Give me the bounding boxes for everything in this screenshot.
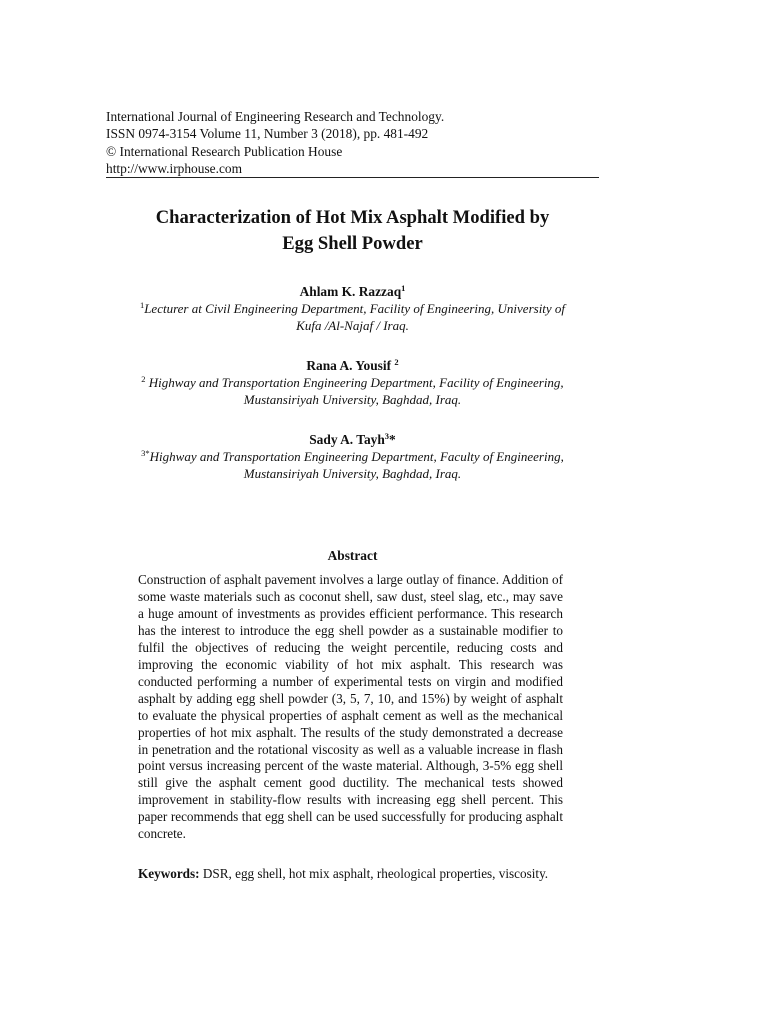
author-affiliation: $^{3*}$Highway and Transportation Engineering Department, Faculty of Engineering, Mustansiriyah University, Baghdad, Iraq. [141,448,564,481]
author-name: Rana A. Yousif $^2$ [306,357,399,373]
author-affiliation: $^2$ Highway and Transportation Engineering Department, Facility of Engineering, Mustansiriyah University, Baghdad, Iraq. [141,374,564,407]
author-name: Ahlam K. Razzaq$^1$ [299,283,406,299]
author-name: Sady A. Tayh$^3$* [309,431,396,447]
author-block-3 [100,431,605,482]
author-block-2 [100,357,605,408]
keywords [138,865,563,882]
issn-line: ISSN 0974-3154 Volume 11, Number 3 (2018), pp. 481-492 [106,126,429,142]
paper-title [100,205,605,257]
abstract-text: Construction of asphalt pavement involves a large outlay of finance. Addition of some waste materials such as coconut shell, saw dust, steel slag, etc., may save a huge amount of investments as provides efficient performance. This research has the interest to introduce the egg shell powder as a sustainable modifier to fulfil the objectives of reducing the weight percentile, reducing costs and improving the economic viability of hot mix asphalt. This research was conducted performing a number of experimental tests on virgin and modified asphalt by adding egg shell powder (3, 5, 7, 10, and 15%) by weight of asphalt to evaluate the physical properties of asphalt cement as well as the mechanical properties of hot mix asphalt. The results of the study demonstrated a decrease in penetration and the rotational viscosity as well as a valuable increase in flash point versus increasing percent of the waste material. Although, 3-5% egg shell still give the asphalt cement good ductility. The mechanical tests showed improvement in stability-flow results with increasing egg shell percent. This paper recommends that egg shell can be used successfully for producing asphalt concrete. [138,572,563,842]
journal-url[interactable]: http://www.irphouse.com [106,161,242,177]
author-affiliation: $^1$Lecturer at Civil Engineering Department, Facility of Engineering, University of Kufa /Al-Najaf / Iraq. [139,300,566,333]
author-block-1 [100,283,605,334]
publisher-line: © International Research Publication House [106,143,343,159]
title-line-1: Characterization of Hot Mix Asphalt Modified by [155,207,550,228]
journal-header [106,108,600,178]
abstract-heading: Abstract [327,548,378,563]
header-divider [106,177,599,178]
keywords-label: Keywords: [138,866,200,881]
keywords-text: DSR, egg shell, hot mix asphalt, rheological properties, viscosity. [199,866,549,881]
title-line-2: Egg Shell Powder [282,233,423,254]
journal-name: International Journal of Engineering Research and Technology. [106,109,445,124]
